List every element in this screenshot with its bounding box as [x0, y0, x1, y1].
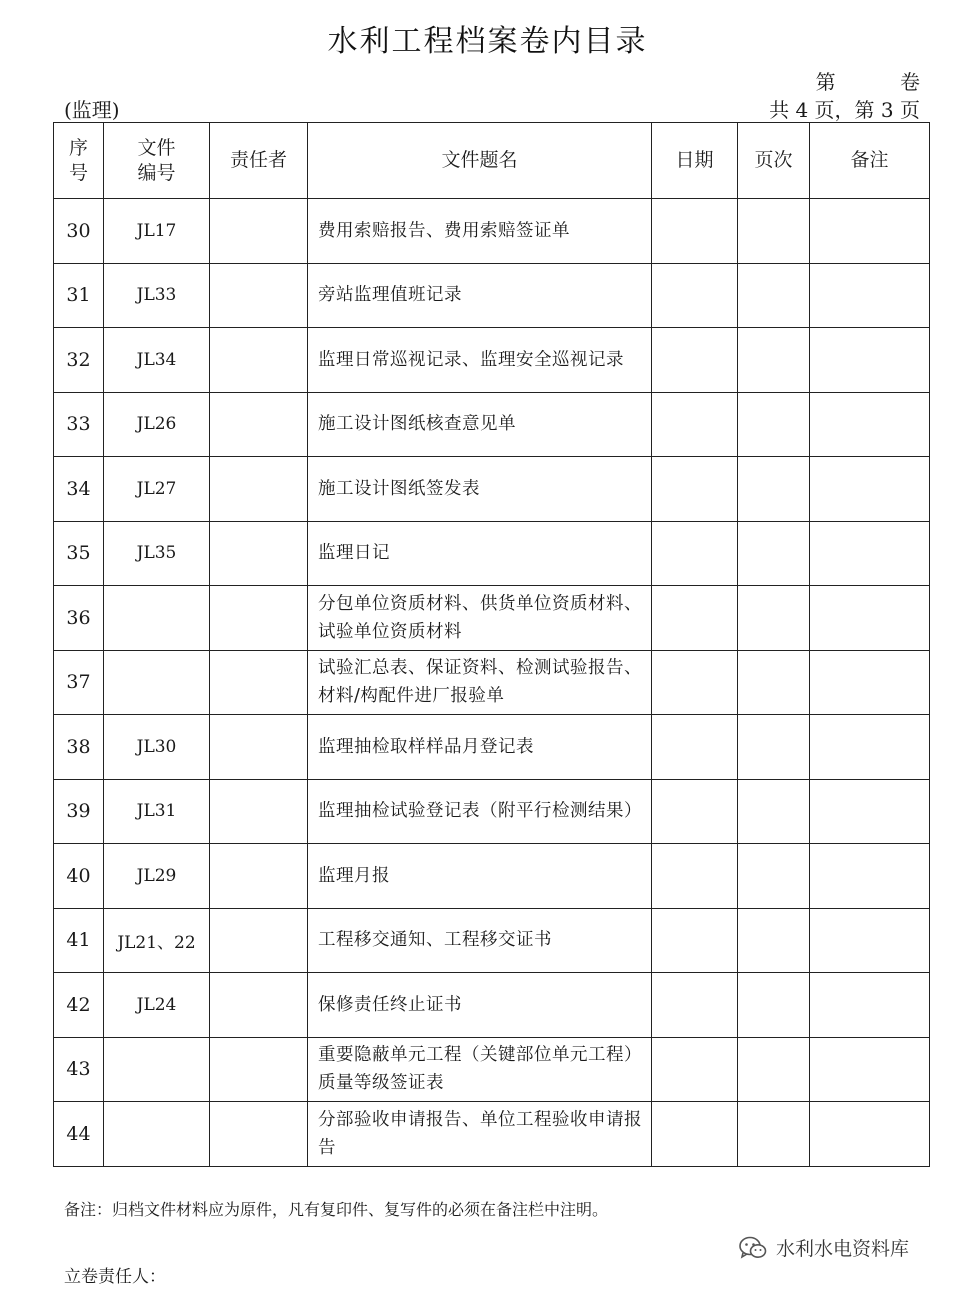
table-row — [54, 457, 930, 522]
footer-note: 备注：归档文件材料应为原件，凡有复印件、复写件的必须在备注栏中注明。 — [64, 1200, 609, 1219]
table-row — [54, 521, 930, 586]
remark-cell — [810, 908, 930, 973]
seq-cell: 32 — [54, 328, 104, 393]
pages-cell — [738, 521, 810, 586]
pages-cell — [738, 908, 810, 973]
signer-label: 立卷责任人： — [64, 1267, 166, 1287]
owner-cell — [210, 457, 308, 522]
seq-cell: 30 — [54, 199, 104, 264]
pages-cell — [738, 586, 810, 651]
table-row — [54, 908, 930, 973]
pages-cell — [738, 1037, 810, 1102]
owner-cell — [210, 1037, 308, 1102]
table-row — [54, 199, 930, 264]
table-row — [54, 715, 930, 780]
name-cell: 旁站监理值班记录 — [308, 263, 652, 328]
code-cell: JL27 — [104, 457, 210, 522]
seq-cell: 34 — [54, 457, 104, 522]
remark-cell — [810, 328, 930, 393]
code-cell: JL26 — [104, 392, 210, 457]
remark-cell — [810, 650, 930, 715]
header-date: 日期 — [652, 123, 738, 199]
date-cell — [652, 844, 738, 909]
owner-cell — [210, 586, 308, 651]
name-cell: 费用索赔报告、费用索赔签证单 — [308, 199, 652, 264]
owner-cell — [210, 199, 308, 264]
owner-cell — [210, 908, 308, 973]
remark-cell — [810, 1102, 930, 1167]
remark-cell — [810, 715, 930, 780]
name-cell: 保修责任终止证书 — [308, 973, 652, 1038]
pages-cell — [738, 779, 810, 844]
seq-cell: 36 — [54, 586, 104, 651]
name-cell: 监理抽检取样样品月登记表 — [308, 715, 652, 780]
owner-cell — [210, 715, 308, 780]
name-cell: 重要隐蔽单元工程（关键部位单元工程）质量等级签证表 — [308, 1037, 652, 1102]
remark-cell — [810, 521, 930, 586]
owner-cell — [210, 779, 308, 844]
code-cell: JL21、22 — [104, 908, 210, 973]
code-cell: JL17 — [104, 199, 210, 264]
seq-cell: 41 — [54, 908, 104, 973]
page-title: 水利工程档案卷内目录 — [327, 24, 648, 59]
remark-cell — [810, 844, 930, 909]
name-cell: 施工设计图纸核查意见单 — [308, 392, 652, 457]
remark-cell — [810, 263, 930, 328]
remark-cell — [810, 199, 930, 264]
pages-cell — [738, 457, 810, 522]
date-cell — [652, 779, 738, 844]
code-cell: JL24 — [104, 973, 210, 1038]
remark-cell — [810, 779, 930, 844]
table-row — [54, 650, 930, 715]
pages-cell — [738, 844, 810, 909]
header-code: 文件 编号 — [104, 123, 210, 199]
table-row — [54, 973, 930, 1038]
remark-cell — [810, 973, 930, 1038]
name-cell: 监理月报 — [308, 844, 652, 909]
code-cell — [104, 1037, 210, 1102]
seq-cell: 39 — [54, 779, 104, 844]
owner-cell — [210, 844, 308, 909]
volume-number — [782, 66, 920, 95]
pages-cell — [738, 1102, 810, 1167]
date-cell — [652, 263, 738, 328]
code-cell: JL35 — [104, 521, 210, 586]
table-row — [54, 779, 930, 844]
pages-cell — [738, 715, 810, 780]
header-name: 文件题名 — [308, 123, 652, 199]
name-cell: 监理抽检试验登记表（附平行检测结果） — [308, 779, 652, 844]
name-cell: 监理日常巡视记录、监理安全巡视记录 — [308, 328, 652, 393]
watermark-text: 水利水电资料库 — [776, 1238, 910, 1260]
owner-cell — [210, 521, 308, 586]
seq-cell: 31 — [54, 263, 104, 328]
date-cell — [652, 973, 738, 1038]
unit-label: (监理) — [64, 98, 120, 122]
seq-cell: 37 — [54, 650, 104, 715]
date-cell — [652, 1037, 738, 1102]
catalog-table — [53, 122, 930, 1167]
date-cell — [652, 715, 738, 780]
table-row — [54, 328, 930, 393]
seq-cell: 44 — [54, 1102, 104, 1167]
date-cell — [652, 199, 738, 264]
pages-cell — [738, 650, 810, 715]
owner-cell — [210, 650, 308, 715]
pages-cell — [738, 199, 810, 264]
pages-cell — [738, 328, 810, 393]
name-cell: 试验汇总表、保证资料、检测试验报告、材料/构配件进厂报验单 — [308, 650, 652, 715]
table-row — [54, 1037, 930, 1102]
remark-cell — [810, 457, 930, 522]
seq-cell: 33 — [54, 392, 104, 457]
code-cell: JL34 — [104, 328, 210, 393]
pages-cell — [738, 973, 810, 1038]
name-cell: 工程移交通知、工程移交证书 — [308, 908, 652, 973]
name-cell: 分部验收申请报告、单位工程验收申请报告 — [308, 1102, 652, 1167]
header-owner: 责任者 — [210, 123, 308, 199]
table-row — [54, 844, 930, 909]
code-cell — [104, 650, 210, 715]
date-cell — [652, 650, 738, 715]
remark-cell — [810, 586, 930, 651]
owner-cell — [210, 392, 308, 457]
owner-cell — [210, 263, 308, 328]
date-cell — [652, 908, 738, 973]
date-cell — [652, 1102, 738, 1167]
code-cell: JL33 — [104, 263, 210, 328]
owner-cell — [210, 973, 308, 1038]
table-row — [54, 392, 930, 457]
date-cell — [652, 521, 738, 586]
remark-cell — [810, 1037, 930, 1102]
remark-cell — [810, 392, 930, 457]
table-row — [54, 586, 930, 651]
header-pages: 页次 — [738, 123, 810, 199]
date-cell — [652, 328, 738, 393]
header-seq: 序 号 — [54, 123, 104, 199]
seq-cell: 38 — [54, 715, 104, 780]
code-cell — [104, 586, 210, 651]
owner-cell — [210, 328, 308, 393]
date-cell — [652, 586, 738, 651]
name-cell: 监理日记 — [308, 521, 652, 586]
pages-cell — [738, 392, 810, 457]
table-header-row — [54, 123, 930, 199]
code-cell — [104, 1102, 210, 1167]
page-info: 共 4 页，第 3 页 — [769, 98, 920, 122]
owner-cell — [210, 1102, 308, 1167]
seq-cell: 43 — [54, 1037, 104, 1102]
name-cell: 分包单位资质材料、供货单位资质材料、试验单位资质材料 — [308, 586, 652, 651]
name-cell: 施工设计图纸签发表 — [308, 457, 652, 522]
code-cell: JL31 — [104, 779, 210, 844]
code-cell: JL30 — [104, 715, 210, 780]
pages-cell — [738, 263, 810, 328]
wechat-icon — [738, 1235, 768, 1261]
seq-cell: 35 — [54, 521, 104, 586]
volume-label-di: 第 — [815, 70, 836, 94]
watermark — [738, 1234, 909, 1261]
volume-label-juan: 卷 — [900, 70, 920, 94]
table-row — [54, 1102, 930, 1167]
table-row — [54, 263, 930, 328]
date-cell — [652, 392, 738, 457]
header-remark: 备注 — [810, 123, 930, 199]
seq-cell: 40 — [54, 844, 104, 909]
seq-cell: 42 — [54, 973, 104, 1038]
code-cell: JL29 — [104, 844, 210, 909]
date-cell — [652, 457, 738, 522]
